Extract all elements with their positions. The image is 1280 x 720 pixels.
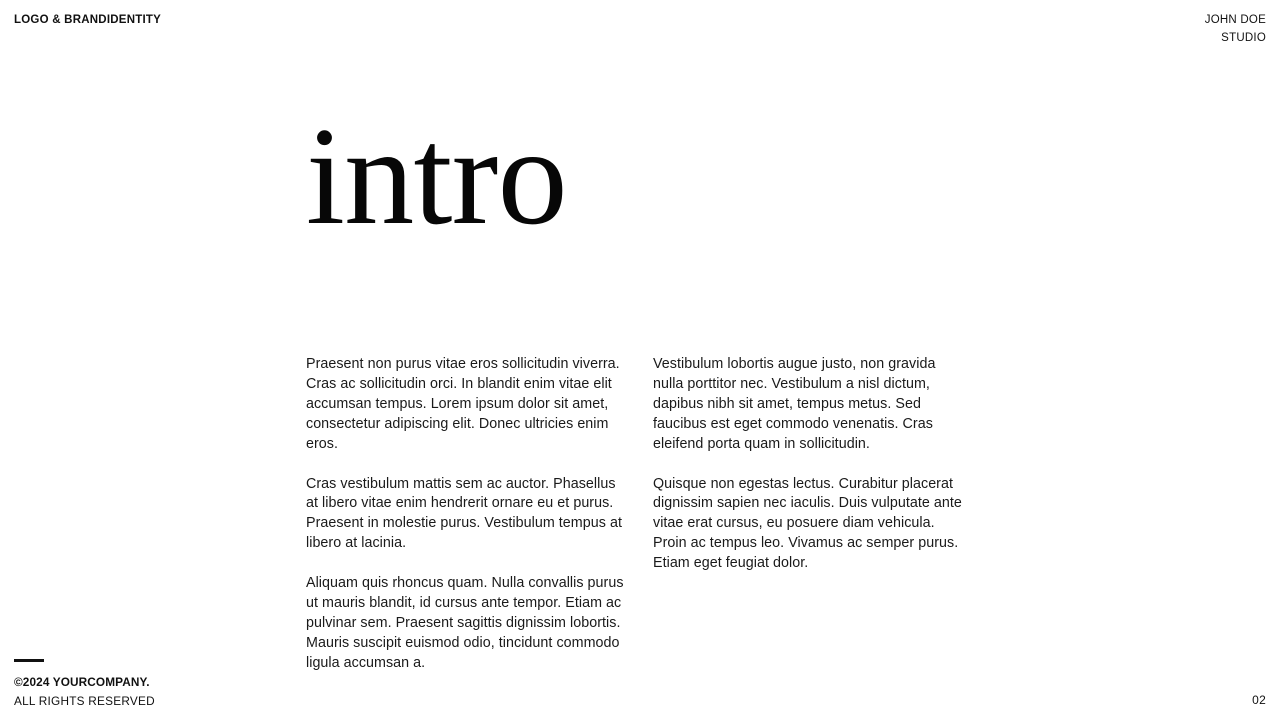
body-column-right [653, 355, 966, 674]
studio-credit [1205, 12, 1266, 48]
body-paragraph: Praesent non purus vitae eros sollicitudin viverra. Cras ac sollicitudin orci. In blandit enim vitae elit accumsan tempus. Lorem ipsum dolor sit amet, consectetur adipiscing elit. Donec ultricies enim eros. [306, 356, 620, 452]
rights-reserved-line: ALL RIGHTS RESERVED [14, 694, 155, 709]
studio-credit-line-1: JOHN DOE [1204, 14, 1266, 26]
body-column-left [306, 355, 626, 674]
body-paragraph: Aliquam quis rhoncus quam. Nulla convallis purus ut mauris blandit, id cursus ante tempor. Etiam ac pulvinar sem. Praesent sagittis dignissim lobortis. Mauris suscipit euismod odio, tincidunt commodo ligula accumsan a. [306, 575, 624, 671]
body-paragraph: Cras vestibulum mattis sem ac auctor. Phasellus at libero vitae enim hendrerit ornare eu et purus. Praesent in molestie purus. Vestibulum tempus at libero at lacinia. [306, 475, 622, 552]
brand-mark-label: LOGO & BRANDIDENTITY [14, 14, 162, 26]
body-paragraph: Quisque non egestas lectus. Curabitur placerat dignissim sapien nec iaculis. Duis vulputate ante vitae erat cursus, eu posuere diam vehicula. Proin ac tempus leo. Vivamus ac semper purus. Etiam eget feugiat dolor. [653, 475, 962, 572]
footer-divider-rule [14, 659, 44, 662]
studio-credit-line-2: STUDIO [1221, 31, 1266, 44]
body-columns [306, 355, 986, 674]
body-paragraph: Vestibulum lobortis augue justo, non gravida nulla porttitor nec. Vestibulum a nisl dictum, dapibus nibh sit amet, tempus metus. Sed faucibus est eget commodo venenatis. Cras eleifend porta quam in sollicitudin. [653, 356, 936, 452]
page-title: intro [306, 98, 567, 254]
footer-copyright-block [14, 673, 155, 711]
copyright-line: ©2024 YOURCOMPANY. [14, 675, 150, 689]
page-number: 02 [1252, 693, 1266, 707]
